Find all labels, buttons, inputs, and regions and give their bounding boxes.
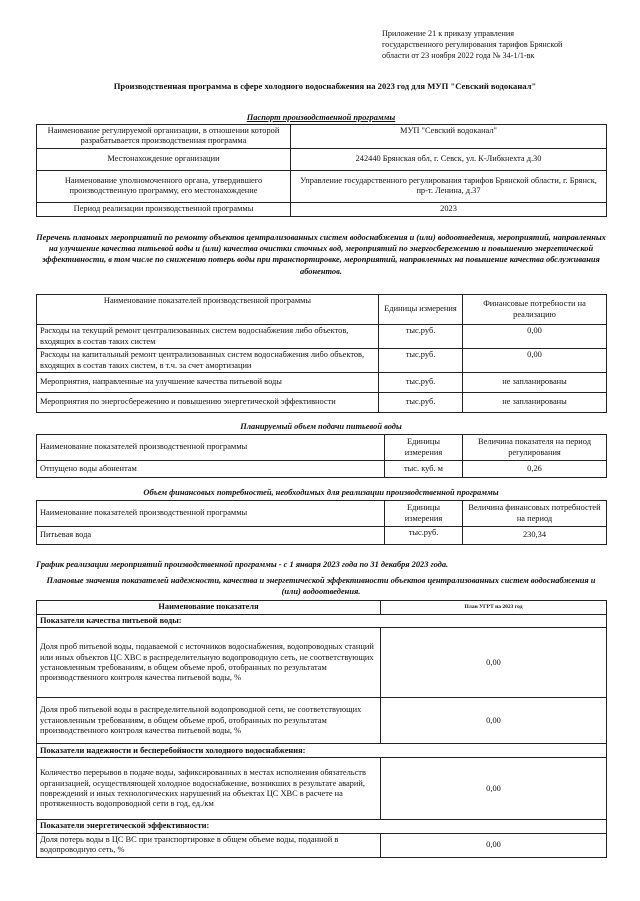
row-name: Количество перерывов в подаче воды, зафиксированных в местах исполнения обязательств организацией, осуществляющей холодное водоснабжение, возникших в результате аварий, повреждений и иных технологических нарушений на объектах ЦС ХВС в расчете на протяженность водопроводной сети в год, ед./км — [37, 758, 381, 820]
col-plan-header: План УГРТ на 2023 год — [381, 601, 607, 615]
row-value: не запланированы — [463, 373, 607, 393]
row-name: Питьевая вода — [37, 527, 385, 545]
finance-heading: Объем финансовых потребностей, необходимых для реализации производственной программы — [143, 488, 499, 497]
table-row — [37, 698, 607, 744]
reliability-header-row — [37, 601, 607, 615]
passport-heading: Паспорт производственной программы — [246, 113, 396, 122]
supply-heading: Планируемый объем подачи питьевой воды — [240, 422, 402, 431]
activities-header-row — [37, 295, 607, 325]
schedule-note: График реализации мероприятий производственной программы - с 1 января 2023 года по 31 декабря 2023 года. — [36, 560, 449, 569]
activities-heading: Перечень плановых мероприятий по ремонту объектов централизованных систем водоснабжения и (или) водоотведения, мероприятий, направленных на улучшение качества питьевой воды и (или) качества очистки сточных вод, мероприятий по энергосбережению и повышению энергетической эффективности, в том числе по снижению потерь воды при транспортировке, мероприятий, направленных на повышение качества обслуживания абонентов. — [36, 233, 606, 276]
col-unit-header: Единицы измерения — [385, 501, 463, 527]
table-row — [37, 833, 607, 857]
row-name: Доля проб питьевой воды в распределительной водопроводной сети, не соответствующих установленным требованиям, в общем объеме проб, отобранных по результатам производственного контроля качества питьевой воды, % — [37, 698, 381, 744]
supply-table — [36, 434, 607, 478]
col-value-header: Величина показателя на период регулирования — [463, 435, 607, 461]
row-value: 0,00 — [381, 698, 607, 744]
finance-header-row — [37, 501, 607, 527]
table-row — [37, 527, 607, 545]
activities-table — [36, 294, 607, 413]
section-row — [37, 820, 607, 833]
section-row — [37, 744, 607, 758]
passport-label: Местонахождение организации — [37, 148, 291, 170]
appendix-line-2: государственного регулирования тарифов Брянской — [382, 39, 563, 49]
col-value-header: Величина финансовых потребностей на период — [463, 501, 607, 527]
row-unit: тыс.руб. — [379, 349, 463, 373]
row-name: Расходы на капитальный ремонт централизованных систем водоснабжения либо объектов, входящих в состав таких систем, в т.ч. за счет амортизации — [37, 349, 379, 373]
passport-value: МУП "Севский водоканал" — [291, 125, 607, 149]
row-name: Мероприятия, направленные на улучшение качества питьевой воды — [37, 373, 379, 393]
col-name-header: Наименование показателя — [37, 601, 381, 615]
col-name-header: Наименование показателей производственной программы — [37, 501, 385, 527]
row-value: 0,00 — [381, 758, 607, 820]
row-name: Отпущено воды абонентам — [37, 461, 385, 478]
finance-table — [36, 500, 607, 545]
col-value-header: Финансовые потребности на реализацию — [463, 295, 607, 325]
row-value: 230,34 — [463, 527, 607, 545]
passport-label: Период реализации производственной программы — [37, 202, 291, 216]
row-value: 0,00 — [381, 833, 607, 857]
row-value: 0,00 — [381, 628, 607, 698]
row-name: Доля проб питьевой воды, подаваемой с источников водоснабжения, водопроводных станций или иных объектов ЦС ХВС в распределительную водопроводную сеть, не соответствующих установленным требованиям, в общем объеме проб, отобранных по результатам производственного контроля качества питьевой воды, % — [37, 628, 381, 698]
passport-row — [37, 202, 607, 216]
row-name: Мероприятия по энергосбережению и повышению энергетической эффективности — [37, 393, 379, 413]
table-row — [37, 325, 607, 349]
table-row — [37, 373, 607, 393]
row-unit: тыс.руб. — [379, 373, 463, 393]
passport-row — [37, 125, 607, 149]
reliability-heading: Плановые значения показателей надежности, качества и энергетической эффективности объектов централизованных систем водоснабжения и (или) водоотведения. — [46, 576, 596, 596]
section-reliability: Показатели надежности и бесперебойности холодного водоснабжения: — [37, 744, 607, 758]
section-quality: Показатели качества питьевой воды: — [37, 615, 607, 628]
row-unit: тыс.руб. — [385, 527, 463, 545]
page-title: Производственная программа в сфере холодного водоснабжения на 2023 год для МУП "Севский водоканал" — [113, 81, 537, 91]
row-name: Расходы на текущий ремонт централизованных систем водоснабжения либо объектов, входящих в состав таких систем — [37, 325, 379, 349]
table-row — [37, 461, 607, 478]
col-name-header: Наименование показателей производственной программы — [37, 435, 385, 461]
table-row — [37, 349, 607, 373]
row-value: 0,26 — [463, 461, 607, 478]
row-name: Доля потерь воды в ЦС ВС при транспортировке в общем объеме воды, поданной в водопроводную сеть, % — [37, 833, 381, 857]
appendix-note — [382, 29, 612, 61]
passport-value: Управление государственного регулирования тарифов Брянской области, г. Брянск, пр-т. Ленина, д.37 — [291, 170, 607, 202]
passport-value: 2023 — [291, 202, 607, 216]
row-unit: тыс. куб. м — [385, 461, 463, 478]
table-row — [37, 628, 607, 698]
appendix-line-3: области от 23 ноября 2022 года № 34-1/1-вк — [382, 50, 535, 60]
passport-value: 242440 Брянская обл, г. Севск, ул. К-Либкнехта д.30 — [291, 148, 607, 170]
col-unit-header: Единицы измерения — [385, 435, 463, 461]
passport-table — [36, 124, 607, 217]
passport-row — [37, 148, 607, 170]
passport-label: Наименование регулируемой организации, в отношении которой разрабатывается производственная программа — [37, 125, 291, 149]
row-value: не запланированы — [463, 393, 607, 413]
row-unit: тыс.руб. — [379, 393, 463, 413]
table-row — [37, 393, 607, 413]
col-name-header: Наименование показателей производственной программы — [37, 295, 379, 325]
supply-header-row — [37, 435, 607, 461]
appendix-line-1: Приложение 21 к приказу управления — [382, 29, 515, 38]
section-row — [37, 615, 607, 628]
table-row — [37, 758, 607, 820]
section-energy: Показатели энергетической эффективности: — [37, 820, 607, 833]
passport-label: Наименование уполномоченного органа, утвердившего производственную программу, его местонахождение — [37, 170, 291, 202]
row-value: 0,00 — [463, 325, 607, 349]
passport-row — [37, 170, 607, 202]
row-unit: тыс.руб. — [379, 325, 463, 349]
reliability-table — [36, 600, 607, 858]
col-unit-header: Единицы измерения — [379, 295, 463, 325]
row-value: 0,00 — [463, 349, 607, 373]
